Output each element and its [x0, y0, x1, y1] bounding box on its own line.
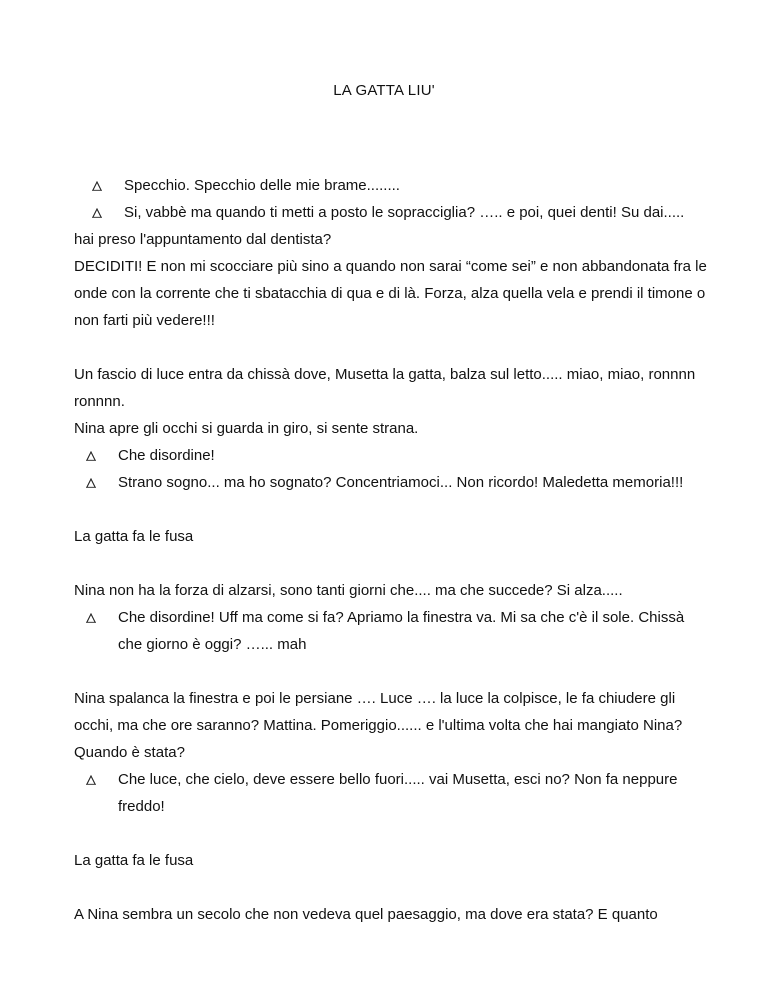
caret-up-icon	[84, 766, 98, 793]
document-body	[74, 172, 710, 928]
bullet-item	[74, 442, 710, 469]
bullet-text: Specchio. Specchio delle mie brame........	[124, 177, 400, 194]
caret-up-icon	[90, 172, 104, 199]
caret-up-icon	[84, 442, 98, 469]
bullet-item	[74, 199, 710, 226]
paragraph: Nina non ha la forza di alzarsi, sono tanti giorni che.... ma che succede? Si alza.....	[74, 582, 623, 599]
caret-up-icon	[84, 469, 98, 496]
paragraph: A Nina sembra un secolo che non vedeva quel paesaggio, ma dove era stata? E quanto	[74, 906, 658, 923]
bullet-item	[74, 604, 710, 658]
paragraph: Un fascio di luce entra da chissà dove, Musetta la gatta, balza sul letto..... miao, miao, ronnnn ronnnn.	[74, 366, 696, 410]
bullet-text: Che luce, che cielo, deve essere bello fuori..... vai Musetta, esci no? Non fa neppure freddo!	[118, 771, 678, 815]
bullet-text: Strano sogno... ma ho sognato? Concentriamoci... Non ricordo! Maledetta memoria!!!	[118, 474, 684, 491]
caret-up-icon	[90, 199, 104, 226]
bullet-item	[74, 766, 710, 820]
bullet-text: Che disordine!	[118, 447, 215, 464]
bullet-text: Si, vabbè ma quando ti metti a posto le sopracciglia? ….. e poi, quei denti! Su dai.....	[124, 204, 685, 221]
paragraph: La gatta fa le fusa	[74, 528, 194, 545]
bullet-item	[74, 469, 710, 496]
paragraph: hai preso l'appuntamento dal dentista?	[74, 231, 332, 248]
paragraph: Nina apre gli occhi si guarda in giro, si sente strana.	[74, 420, 419, 437]
paragraph: DECIDITI! E non mi scocciare più sino a quando non sarai “come sei” e non abbandonata fra le onde con la corrente che ti sbatacchia di qua e di là. Forza, alza quella vela e prendi il timone o non farti più vedere!!!	[74, 258, 707, 329]
bullet-text: Che disordine! Uff ma come si fa? Apriamo la finestra va. Mi sa che c'è il sole. Chissà che giorno è oggi? …... mah	[118, 609, 685, 653]
bullet-item	[74, 172, 710, 199]
paragraph: La gatta fa le fusa	[74, 852, 194, 869]
caret-up-icon	[84, 604, 98, 631]
paragraph: Nina spalanca la finestra e poi le persiane …. Luce …. la luce la colpisce, le fa chiudere gli occhi, ma che ore saranno? Mattina. Pomeriggio...... e l'ultima volta che hai mangiato Nina? Quando è stata?	[74, 690, 683, 761]
document-title: LA GATTA LIU'	[333, 82, 435, 99]
